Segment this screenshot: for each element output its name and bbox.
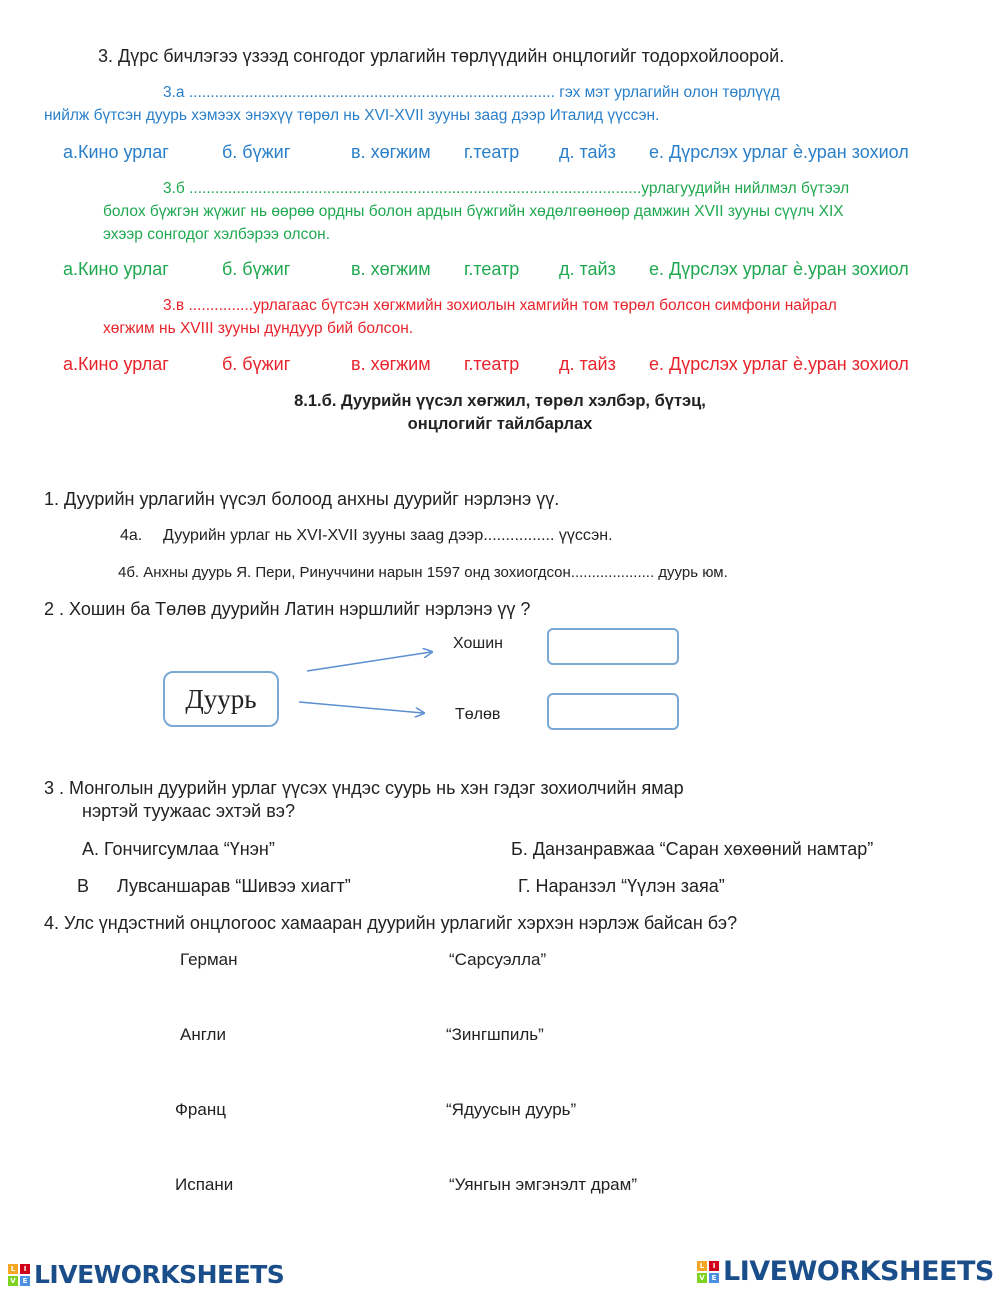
name-beggars-opera[interactable]: “Ядуусын дуурь” bbox=[446, 1100, 577, 1119]
section3-b-line2: болох бүжгэн жүжиг нь өөрөө ордны болон ардын бүжгийн хөдөлгөөнөөр дамжин XVII зууны сүүлч XIX bbox=[103, 203, 844, 220]
arrow-to-serious bbox=[299, 702, 423, 713]
q3-option-v-label[interactable]: В bbox=[77, 876, 90, 896]
options-row-3-a[interactable]: а.Кино урлаг bbox=[63, 354, 169, 374]
logo-text: LIVEWORKSHEETS bbox=[723, 1256, 994, 1287]
options-row-1-b[interactable]: б. бүжиг bbox=[222, 142, 291, 162]
section3-a-line1: 3.а ..................................................................................... гэх мэт урлагийн олон төрлүүд bbox=[163, 84, 780, 101]
options-row-2-b[interactable]: б. бүжиг bbox=[222, 259, 291, 279]
options-row-2-d[interactable]: д. тайз bbox=[559, 259, 616, 279]
arrow-to-comic bbox=[307, 652, 431, 671]
options-row-3-e[interactable]: е. Дүрслэх урлаг ѐ.уран зохиол bbox=[649, 354, 909, 374]
options-row-1-e[interactable]: е. Дүрслэх урлаг ѐ.уран зохиол bbox=[649, 142, 909, 162]
logo-text: LIVEWORKSHEETS bbox=[34, 1260, 285, 1289]
name-zarzuela[interactable]: “Сарсуэлла” bbox=[449, 950, 547, 969]
q3-line2: нэртэй туужаас эхтэй вэ? bbox=[82, 801, 295, 821]
q1-a-label: 4а. bbox=[120, 527, 143, 544]
q4-text: 4. Улс үндэстний онцлогоос хамааран дуурийн урлагийг хэрхэн нэрлэж байсан бэ? bbox=[44, 913, 738, 933]
section3-c-line1: 3.в ...............урлагаас бүтсэн хөгжмийн зохиолын хамгийн том төрөл болсон симфони найрал bbox=[163, 297, 837, 314]
q3-option-g[interactable]: Г. Наранзэл “Үүлэн заяа” bbox=[518, 876, 725, 896]
liveworksheets-logo-left bbox=[8, 1260, 284, 1289]
country-germany[interactable]: Герман bbox=[180, 950, 238, 969]
options-row-1-g[interactable]: г.театр bbox=[464, 142, 520, 162]
options-row-2-e[interactable]: е. Дүрслэх урлаг ѐ.уран зохиол bbox=[649, 259, 909, 279]
options-row-3-b[interactable]: б. бүжиг bbox=[222, 354, 291, 374]
section3-c-line2: хөгжим нь XVIII зууны дундуур бий болсон. bbox=[103, 320, 414, 337]
serious-label: Төлөв bbox=[455, 706, 501, 723]
options-row-2-g[interactable]: г.театр bbox=[464, 259, 520, 279]
section-title-line1: 8.1.б. Дуурийн үүсэл хөгжил, төрөл хэлбэр, бүтэц, bbox=[294, 392, 706, 410]
options-row-1-d[interactable]: д. тайз bbox=[559, 142, 616, 162]
section3-a-line2: нийлж бүтсэн дуурь хэмээх энэхүү төрөл нь XVI-XVII зууны заag дээр Италид үүссэн. bbox=[44, 107, 660, 124]
serious-answer-input[interactable] bbox=[547, 693, 679, 730]
section3-b-line3: эхээр сонгодог хэлбэрээ олсон. bbox=[103, 226, 331, 243]
options-row-2-a[interactable]: а.Кино урлаг bbox=[63, 259, 169, 279]
q3-option-v[interactable]: Лувсаншарав “Шивээ хиагт” bbox=[117, 876, 351, 896]
name-singspiel[interactable]: “Зингшпиль” bbox=[446, 1025, 544, 1044]
logo-cubes-icon: L I V E bbox=[8, 1264, 30, 1286]
liveworksheets-logo-right bbox=[697, 1256, 994, 1287]
comic-label: Хошин bbox=[453, 635, 503, 652]
name-lyric-tragedy[interactable]: “Уянгын эмгэнэлт драм” bbox=[449, 1175, 637, 1194]
section-title-line2: онцлогийг тайлбарлах bbox=[407, 415, 593, 433]
country-spain[interactable]: Испани bbox=[175, 1175, 234, 1194]
options-row-1-v[interactable]: в. хөгжим bbox=[351, 142, 431, 162]
country-england[interactable]: Англи bbox=[180, 1025, 226, 1044]
section3-b-line1: 3.б .........................................................................................................урлагуудийн нийлмэл бүтээл bbox=[163, 180, 850, 197]
arrows-diagram bbox=[290, 640, 450, 730]
q2-text: 2 . Хошин ба Төлөв дуурийн Латин нэршлийг нэрлэнэ үү ? bbox=[44, 599, 531, 619]
q3-option-b[interactable]: Б. Данзанравжаа “Саран хөхөөний намтар” bbox=[511, 839, 874, 859]
options-row-3-g[interactable]: г.театр bbox=[464, 354, 520, 374]
logo-cubes-icon: L I V E bbox=[697, 1261, 719, 1283]
comic-answer-input[interactable] bbox=[547, 628, 679, 665]
q3-option-a[interactable]: А. Гончигсумлаа “Үнэн” bbox=[82, 839, 275, 859]
section3-question: 3. Дүрс бичлэгээ үзээд сонгодог урлагийн төрлүүдийн онцлогийг тодорхойлоорой. bbox=[98, 46, 785, 66]
country-france[interactable]: Франц bbox=[175, 1100, 226, 1119]
options-row-1-a[interactable]: а.Кино урлаг bbox=[63, 142, 169, 162]
q3-line1: 3 . Монголын дуурийн урлаг үүсэх үндэс суурь нь хэн гэдэг зохиолчийн ямар bbox=[44, 778, 684, 798]
q1-b-text: 4б. Анхны дуурь Я. Пери, Ринуччини нарын 1597 онд зохиогдсон.................... дуурь юм. bbox=[118, 564, 728, 581]
options-row-3-d[interactable]: д. тайз bbox=[559, 354, 616, 374]
opera-box: Дуурь bbox=[163, 671, 279, 727]
q1-a-text: Дуурийн урлаг нь XVI-XVII зууны заag дээр................ үүссэн. bbox=[163, 527, 613, 544]
options-row-3-v[interactable]: в. хөгжим bbox=[351, 354, 431, 374]
q1-text: 1. Дуурийн урлагийн үүсэл болоод анхны дуурийг нэрлэнэ үү. bbox=[44, 489, 560, 509]
options-row-2-v[interactable]: в. хөгжим bbox=[351, 259, 431, 279]
